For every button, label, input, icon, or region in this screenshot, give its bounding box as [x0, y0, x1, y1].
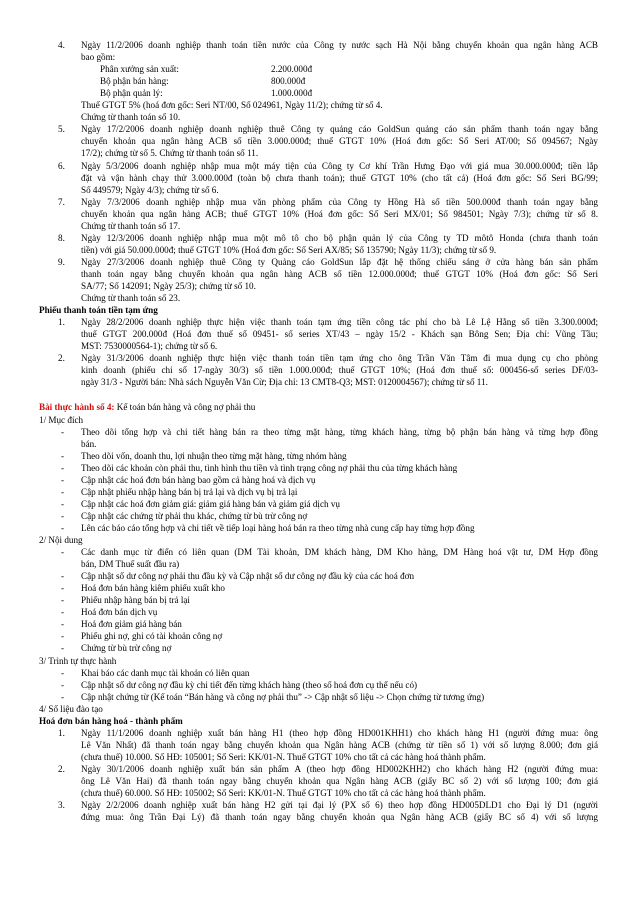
list-item-text: Phiếu ghi nợ, ghi có tài khoản công nợ	[81, 631, 223, 642]
item-number: 1.	[58, 727, 65, 738]
cost-label: Phân xưởng sản xuất:	[100, 64, 179, 75]
item-text-line: Ngày 5/3/2006 doanh nghiệp nhập mua một máy tiện của Công ty Cơ khí Trần Hưng Đạo với giá mua 30.000.000đ; tiền lắp	[81, 160, 598, 171]
item-number: 3.	[58, 800, 65, 811]
item-number: 2.	[58, 763, 65, 774]
list-item-text: Theo dõi vốn, doanh thu, lợi nhuận theo từng mặt hàng, từng nhóm hàng	[81, 450, 347, 461]
item-text-line: đứng mua: ông Trần Đại Lý) đã thanh toán ngay bằng chuyển khoản qua Ngân hàng ACB (giấy BC số 4) với số lượng	[81, 812, 598, 823]
list-dash: -	[61, 631, 65, 642]
item-text-line: Thuế GTGT 5% (hoá đơn gốc: Seri NT/00, Số 024961, Ngày 11/2); chứng từ số 4.	[81, 100, 383, 111]
list-item-text: Các danh mục từ điển có liên quan (DM Tài khoản, DM khách hàng, DM Kho hàng, DM Hàng hoá vật tư, DM Hợp đồng	[81, 547, 598, 558]
item-number: 6.	[58, 160, 65, 171]
list-item-text: bán, DM Thuế suất đầu ra)	[81, 559, 180, 570]
list-dash: -	[61, 426, 65, 437]
list-dash: -	[61, 547, 65, 558]
list-item-text: Cập nhật các hoá đơn giảm giá: giảm giá hàng bán và giảm giá dịch vụ	[81, 498, 340, 509]
section-heading: 4/ Số liệu đào tạo	[39, 703, 103, 714]
item-text-line: Chứng từ thanh toán số 23.	[81, 293, 181, 304]
item-text-line: Ngày 30/1/2006 doanh nghiệp xuất bán sản phẩm A (theo hợp đồng HD002KHH2) cho khách hàng H2 (người đứng mua:	[81, 763, 598, 774]
item-text-line: thanh toán ngay bằng chuyển khoản qua ngân hàng ACB số tiền 12.000.000đ; thuế GTGT 10% (Hoá đơn gốc: Số Seri	[81, 268, 598, 279]
list-dash: -	[61, 643, 65, 654]
list-dash: -	[61, 486, 65, 497]
practice-title	[39, 401, 255, 413]
list-dash: -	[61, 498, 65, 509]
item-text-line: Chứng từ thanh toán số 10.	[81, 112, 181, 123]
item-text-line: SA/77; Số 142091; Ngày 25/3); chứng từ số 10.	[81, 281, 256, 291]
item-number: 1.	[58, 317, 65, 328]
list-item-text: Lên các báo cáo tổng hợp và chi tiết về tiếp loại hàng hoá bán ra theo từng nhà cung cấp hay từng hợp đồng	[81, 522, 475, 533]
item-number: 8.	[58, 232, 65, 243]
list-item-text: Cập nhật các hoá đơn bán hàng bao gồm cả hàng hoá và dịch vụ	[81, 474, 316, 485]
item-text-line: tiền) với giá 50.000.000đ; thuế GTGT 10% (Hoá đơn gốc: Số Seri AX/85; Số 135790; Ngày 11/3); chứng từ số 9.	[81, 244, 497, 255]
list-dash: -	[61, 619, 65, 630]
cost-value: 800.000đ	[271, 76, 306, 87]
item-text-line: Ngày 28/2/2006 doanh nghiệp thực hiện việc thanh toán tạm ứng tiền công tác phí cho bà Lê Lệ Hằng số tiền 3.300.000đ;	[81, 317, 598, 328]
item-text-line: Ngày 7/3/2006 doanh nghiệp nhập mua văn phòng phẩm của Công ty Hồng Hà số tiền 500.000đ thanh toán ngay bằng	[81, 196, 598, 207]
list-item-text: Cập nhật số dư công nợ phải thu đầu kỳ và Cập nhật số dư công nợ đầu kỳ của các hoá đơn	[81, 571, 415, 582]
list-dash: -	[61, 462, 65, 473]
item-text-line: (chưa thuế) 10.000. Số HĐ: 105001; Số Seri: KK/01-N. Thuế GTGT 10% cho tất cả các hàng hoá thành phẩm.	[81, 751, 486, 762]
list-item-text: Phiếu nhập hàng bán bị trả lại	[81, 595, 190, 606]
list-item-text: bán.	[81, 438, 97, 449]
section-heading: 2/ Nội dung	[39, 535, 83, 545]
section-heading: Phiếu thanh toán tiền tạm ứng	[39, 305, 158, 316]
list-item-text: Hoá đơn giảm giá hàng bán	[81, 619, 182, 630]
list-dash: -	[61, 474, 65, 485]
list-item-text: Cập nhật phiếu nhập hàng bán bị trả lại và dịch vụ bị trả lại	[81, 486, 298, 497]
item-text-line: chuyển khoản qua ngân hàng ACB số tiền 3.000.000đ; thuế GTGT 10% (Hoá đơn gốc: Số Seri AT/00; Số 094567; Ngày	[81, 136, 598, 147]
item-text-line: Ngày 12/3/2006 doanh nghiệp nhập mua một mô tô cho bộ phận quản lý của Công ty TD môtô Honda (chưa thanh toán	[81, 232, 598, 243]
cost-label: Bộ phận quản lý:	[100, 88, 163, 99]
item-text-line: Lê Văn Nhất) đã thanh toán ngay bằng chuyển khoản qua Ngân hàng ACB (chứng từ tiền số 1) với số lượng 8.000; đơn giá	[81, 739, 598, 750]
cost-value: 2.200.000đ	[271, 64, 313, 75]
list-dash: -	[61, 667, 65, 678]
list-item-text: Cập nhật số dư công nợ đầu kỳ chi tiết đến từng khách hàng (theo số hoá đơn cụ thể nếu có)	[81, 679, 418, 690]
list-dash: -	[61, 450, 65, 461]
list-item-text: Chứng từ bù trừ công nợ	[81, 643, 172, 654]
section-heading: 1/ Mục đích	[39, 414, 84, 425]
subsection-heading: Hoá đơn bán hàng hoá - thành phẩm	[39, 715, 183, 726]
section-heading: 3/ Trình tự thực hành	[39, 655, 117, 666]
item-text-line: (chưa thuế) 60.000. Số HĐ: 105002; Số Seri: KK/01-N. Thuế GTGT 10% cho tất cả các hàng hoá thành phẩm.	[81, 788, 486, 799]
list-item-text: Cập nhật các chứng từ phải thu khác, chứng từ bù trừ công nợ	[81, 510, 308, 521]
list-item-text: Theo dõi tổng hợp và chi tiết hàng bán ra theo từng mặt hàng, từng khách hàng, từng bộ phận bán hàng và từng hợp đồng	[81, 426, 598, 437]
item-number: 2.	[58, 353, 65, 364]
item-text-line: đặt và vận hành chạy thử 3.000.000đ (toàn bộ chưa thanh toán); thuế GTGT 10% (cho tất cả) (Hoá đơn gốc: Số Seri BG/99;	[81, 172, 598, 183]
practice-title-text: Kế toán bán hàng và công nợ phải thu	[114, 402, 256, 413]
item-number: 5.	[58, 124, 65, 135]
list-item-text: Khai báo các danh mục tài khoản có liên quan	[81, 667, 250, 678]
item-text-line: kinh doanh (phiếu chi số 17-ngày 30/3) số tiền 1.000.000đ; thuế GTGT 10%; (Hoá đơn thuế số: 000456-số series DF/03-	[81, 365, 598, 376]
item-text-line: Ngày 11/2/2006 doanh nghiệp thanh toán tiền nước của Công ty nước sạch Hà Nội bằng chuyển khoản qua ngân hàng ACB	[81, 40, 598, 50]
list-dash: -	[61, 595, 65, 606]
item-text-line: bao gồm:	[81, 52, 116, 63]
item-text-line: Ngày 17/2/2006 doanh nghiệp doanh nghiệp thuê Công ty quảng cáo GoldSun quảng cáo sản phẩm thanh toán ngay bằng	[81, 124, 598, 135]
item-text-line: Số 449579; Ngày 4/3); chứng từ số 6.	[81, 184, 219, 195]
item-text-line: Chứng từ thanh toán số 17.	[81, 220, 181, 231]
cost-value: 1.000.000đ	[271, 88, 313, 99]
item-text-line: MST: 7530000564-1); chứng từ số 6.	[81, 341, 218, 352]
list-dash: -	[61, 571, 65, 582]
list-dash: -	[61, 522, 65, 533]
item-text-line: thuế GTGT 200.000đ (Hoá đơn thuế số 09451- số series XT/43 – ngày 15/2 - Khách sạn Bông Sen; Địa chỉ: Vũng Tầu;	[81, 329, 598, 340]
item-number: 9.	[58, 256, 65, 267]
list-dash: -	[61, 607, 65, 618]
list-item-text: Hoá đơn bán hàng kiêm phiếu xuất kho	[81, 583, 225, 594]
list-item-text: Hoá đơn bán dịch vụ	[81, 607, 158, 618]
list-dash: -	[61, 679, 65, 690]
item-text-line: Ngày 11/1/2006 doanh nghiệp xuất bán hàng H1 (theo hợp đồng HD001KHH1) cho khách hàng H1 (người đứng mua: ông	[81, 727, 598, 738]
practice-title-label: Bài thực hành số 4:	[39, 402, 115, 413]
item-text-line: 17/2); chứng từ số 5. Chứng từ thanh toán số 11.	[81, 148, 259, 159]
item-text-line: ngày 31/3 - Người bán: Nhà sách Nguyễn Văn Cừ; Địa chỉ: 13 CMT8-Q3; MST: 0120004567); chứng từ số 11.	[81, 377, 488, 388]
item-number: 4.	[58, 40, 65, 50]
cost-label: Bộ phận bán hàng:	[100, 76, 169, 87]
item-number: 7.	[58, 196, 65, 207]
item-text-line: Ngày 31/3/2006 doanh nghiệp thực hiện việc thanh toán tiền tạm ứng cho ông Trần Văn Tâm đi mua dụng cụ cho phòng	[81, 353, 598, 364]
list-dash: -	[61, 583, 65, 594]
list-item-text: Cập nhật chứng từ (Kế toán “Bán hàng và công nợ phải thu” -> Cập nhật số liệu -> Chọn chứng từ tương ứng)	[81, 691, 485, 702]
list-dash: -	[61, 510, 65, 521]
list-item-text: Theo dõi các khoản còn phải thu, tình hình thu tiền và tình trạng công nợ phải thu của từng khách hàng	[81, 462, 458, 473]
item-text-line: Ngày 27/3/2006 doanh nghiệp thuê Công ty Quảng cáo GoldSun lắp đặt hệ thống chiếu sáng ở cửa hàng bán sản phẩm	[81, 256, 598, 267]
list-dash: -	[61, 691, 65, 702]
item-text-line: chuyển khoản qua ngân hàng ACB; thuế GTGT 10% (Hoá đơn gốc: Số Seri MX/01; Số 984501; Ngày 7/3); chứng từ số 8.	[81, 208, 598, 219]
item-text-line: ông Lê Văn Hai) đã thanh toán ngay bằng chuyển khoản qua Ngân hàng ACB (giấy BC số 2) với số lượng 100; đơn giá	[81, 776, 598, 786]
item-text-line: Ngày 2/2/2006 doanh nghiệp xuất bán hàng H2 gửi tại đại lý (PX số 6) theo hợp đồng HD005DLD1 cho Đại lý D1 (người	[81, 800, 598, 811]
